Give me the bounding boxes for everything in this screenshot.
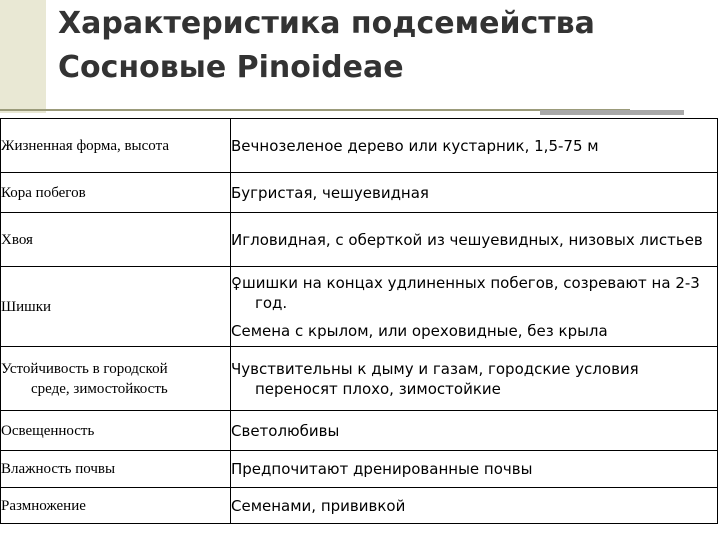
row-value: Чувствительны к дыму и газам, городские условия переносят плохо, зимостойкие: [231, 347, 718, 411]
row-value: Бугристая, чешуевидная: [231, 173, 718, 213]
title-underline-accent: [540, 110, 684, 115]
row-label: Жизненная форма, высота: [1, 119, 231, 173]
row-label: Освещенность: [1, 411, 231, 451]
title-underline: [0, 109, 630, 111]
table-row: [1, 213, 718, 267]
row-label: Хвоя: [1, 213, 231, 267]
table-row: [1, 488, 718, 524]
slide-title: [58, 2, 708, 90]
row-value: ♀шишки на концах удлиненных побегов, созревают на 2-3 год. Семена с крылом, или ореховидные, без крыла: [231, 267, 718, 347]
row-value: Игловидная, с оберткой из чешуевидных, низовых листьев: [231, 213, 718, 267]
table-row: [1, 411, 718, 451]
row-label: Устойчивость в городской среде, зимостойкость: [1, 347, 231, 411]
row-label: Влажность почвы: [1, 451, 231, 488]
row-value: Светолюбивы: [231, 411, 718, 451]
title-line-1: Характеристика подсемейства: [58, 6, 595, 41]
table-row: [1, 173, 718, 213]
table-row: [1, 267, 718, 347]
characteristics-table: [0, 118, 718, 524]
row-value: Вечнозеленое дерево или кустарник, 1,5-75 м: [231, 119, 718, 173]
row-value: Семенами, прививкой: [231, 488, 718, 524]
table-row: [1, 451, 718, 488]
row-label: Размножение: [1, 488, 231, 524]
table-row: [1, 347, 718, 411]
title-line-2: Сосновые Pinoideae: [58, 50, 404, 85]
row-value: Предпочитают дренированные почвы: [231, 451, 718, 488]
row-label: Кора побегов: [1, 173, 231, 213]
row-label: Шишки: [1, 267, 231, 347]
title-accent-bar: [0, 0, 46, 113]
table-row: [1, 119, 718, 173]
